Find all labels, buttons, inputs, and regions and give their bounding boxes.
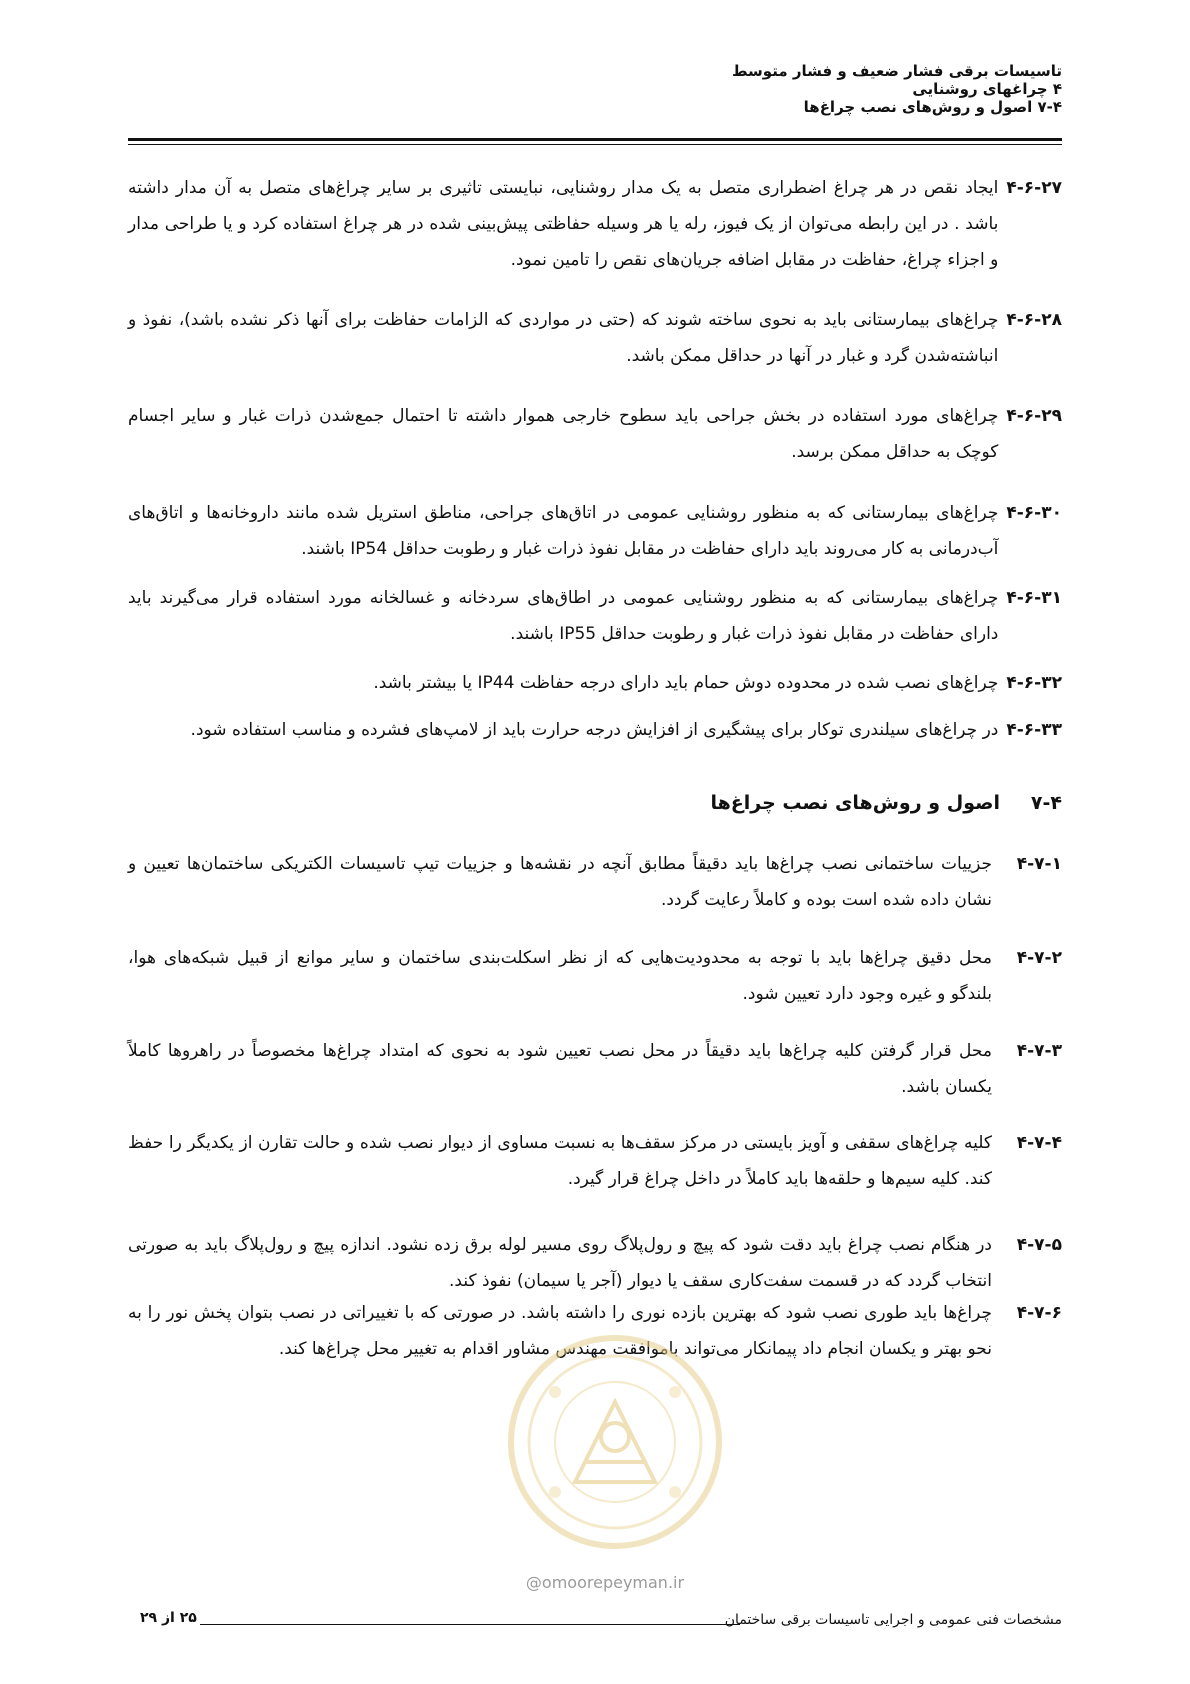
clause-text: در هنگام نصب چراغ باید دقت شود که پیچ و رول‌پلاگ روی مسیر لوله برق زده نشود. اندازه پیچ و رول‌پلاگ باید به صورتی انتخاب گردد که در قسمت سفت‌کاری سقف یا دیوار (آجر یا سیمان) نفوذ کند. [128, 1235, 992, 1291]
clause-number: ۴-۶-۳۲ [1006, 673, 1062, 693]
clause-4-6-31 [128, 580, 1062, 652]
clause-text: چراغ‌های نصب شده در محدوده دوش حمام باید دارای درجه حفاظت IP44 یا بیشتر باشد. [373, 673, 999, 693]
clause-number: ۴-۷-۶ [1016, 1303, 1062, 1323]
clause-text: چراغ‌های بیمارستانی باید به نحوی ساخته شوند که (حتی در مواردی که الزامات حفاظت برای آنها ذکر نشده باشد)، نفوذ و انباشته‌شدن گرد و غبار در آنها در حداقل ممکن باشد. [128, 310, 999, 366]
footer-document-title: مشخصات فنی عمومی و اجرایی تاسیسات برقی ساختمان [724, 1612, 1062, 1628]
clause-text: کلیه چراغ‌های سقفی و آویز بایستی در مرکز سقف‌ها به نسبت مساوی از دیوار نصب شده و حالت تقارن از یکدیگر را حفظ کند. کلیه سیم‌ها و حلقه‌ها باید کاملاً در داخل چراغ قرار گیرد. [128, 1133, 992, 1189]
section-number: ۷-۴ [1030, 792, 1062, 814]
clause-text: محل دقیق چراغ‌ها باید با توجه به محدودیت‌هایی که از نظر اسکلت‌بندی ساختمان و سایر موانع از قبیل شبکه‌های هوا، بلندگو و غیره وجود دارد تعیین شود. [128, 948, 992, 1004]
clause-text: چراغ‌های بیمارستانی که به منظور روشنایی عمومی در اتاق‌های جراحی، مناطق استریل شده مانند داروخانه‌ها و اتاق‌های آب‌درمانی به کار می‌روند باید دارای حفاظت در مقابل نفوذ ذرات غبار و رطوبت حداقل IP54 باشند. [128, 503, 999, 559]
clause-4-7-4 [128, 1125, 1062, 1197]
clause-number: ۴-۶-۲۸ [1006, 310, 1062, 330]
watermark-seal-icon [505, 1332, 725, 1552]
footer-page-number: ۲۵ از ۲۹ [140, 1610, 197, 1626]
clause-text: جزییات ساختمانی نصب چراغ‌ها باید دقیقاً مطابق آنچه در نقشه‌ها و جزییات تیپ تاسیسات الکتریکی ساختمان‌ها تعیین و نشان داده شده است بوده و کاملاً رعایت گردد. [128, 854, 992, 910]
clause-4-6-28 [128, 302, 1062, 374]
clause-4-6-32 [128, 665, 1062, 701]
watermark-url: @omoorepeyman.ir [525, 1573, 685, 1592]
clause-text: چراغ‌های مورد استفاده در بخش جراحی باید سطوح خارجی هموار داشته تا احتمال جمع‌شدن ذرات غبار و سایر اجسام کوچک به حداقل ممکن برسد. [128, 406, 999, 462]
clause-4-6-33 [128, 712, 1062, 748]
clause-text: ایجاد نقص در هر چراغ اضطراری متصل به یک مدار روشنایی، نبایستی تاثیری بر سایر چراغ‌های متصل به آن مدار داشته باشد . در این رابطه می‌توان از یک فیوز، رله یا هر وسیله حفاظتی پیش‌بینی شده در هر چراغ استفاده کرد و یا طراحی مدار و اجزاء چراغ، حفاظت در مقابل اضافه جریان‌های نقص را تامین نمود. [128, 178, 999, 270]
header-section-title: ۷-۴ اصول و روش‌های نصب چراغ‌ها [803, 98, 1062, 116]
clause-4-6-29 [128, 398, 1062, 470]
clause-number: ۴-۶-۳۰ [1006, 503, 1062, 523]
header-divider-thick [128, 138, 1062, 141]
clause-number: ۴-۶-۳۱ [1006, 588, 1062, 608]
section-title: اصول و روش‌های نصب چراغ‌ها [710, 792, 1000, 814]
clause-text: در چراغ‌های سیلندری توکار برای پیشگیری از افزایش درجه حرارت باید از لامپ‌های فشرده و مناسب استفاده شود. [190, 720, 999, 740]
header-book-title: تاسیسات برقی فشار ضعیف و فشار متوسط [731, 62, 1062, 80]
clause-4-7-5 [128, 1227, 1062, 1299]
clause-text: چراغ‌ها باید طوری نصب شود که بهترین بازده نوری را داشته باشد. در صورتی که با تغییراتی در نصب بتوان پخش نور را به نحو بهتر و یکسان انجام داد پیمانکار می‌تواند باموافقت مهندس مشاور اقدام به تغییر محل چراغ‌ها کند. [128, 1303, 992, 1359]
clause-number: ۴-۷-۳ [1016, 1041, 1062, 1061]
clause-4-6-27 [128, 170, 1062, 278]
clause-4-6-30 [128, 495, 1062, 567]
clause-4-7-1 [128, 846, 1062, 918]
header-chapter-title: ۴ چراغهای روشنایی [912, 80, 1062, 98]
clause-number: ۴-۶-۳۳ [1006, 720, 1062, 740]
clause-number: ۴-۶-۲۷ [1006, 178, 1062, 198]
clause-text: محل قرار گرفتن کلیه چراغ‌ها باید دقیقاً در محل نصب تعیین شود به نحوی که امتداد چراغ‌ها مخصوصاً در راهروها کاملاً یکسان باشد. [128, 1041, 992, 1097]
page-header [128, 62, 1062, 116]
clause-4-7-3 [128, 1033, 1062, 1105]
header-divider-thin [128, 144, 1062, 145]
section-heading [128, 788, 1062, 818]
clause-text: چراغ‌های بیمارستانی که به منظور روشنایی عمومی در اطاق‌های سردخانه و غسالخانه مورد استفاده قرار می‌گیرند باید دارای حفاظت در مقابل نفوذ ذرات غبار و رطوبت حداقل IP55 باشند. [128, 588, 999, 644]
clause-number: ۴-۷-۵ [1016, 1235, 1062, 1255]
clause-number: ۴-۶-۲۹ [1006, 406, 1062, 426]
clause-number: ۴-۷-۴ [1016, 1133, 1062, 1153]
clause-4-7-2 [128, 940, 1062, 1012]
clause-number: ۴-۷-۱ [1016, 854, 1062, 874]
clause-number: ۴-۷-۲ [1016, 948, 1062, 968]
footer-divider [200, 1624, 740, 1625]
